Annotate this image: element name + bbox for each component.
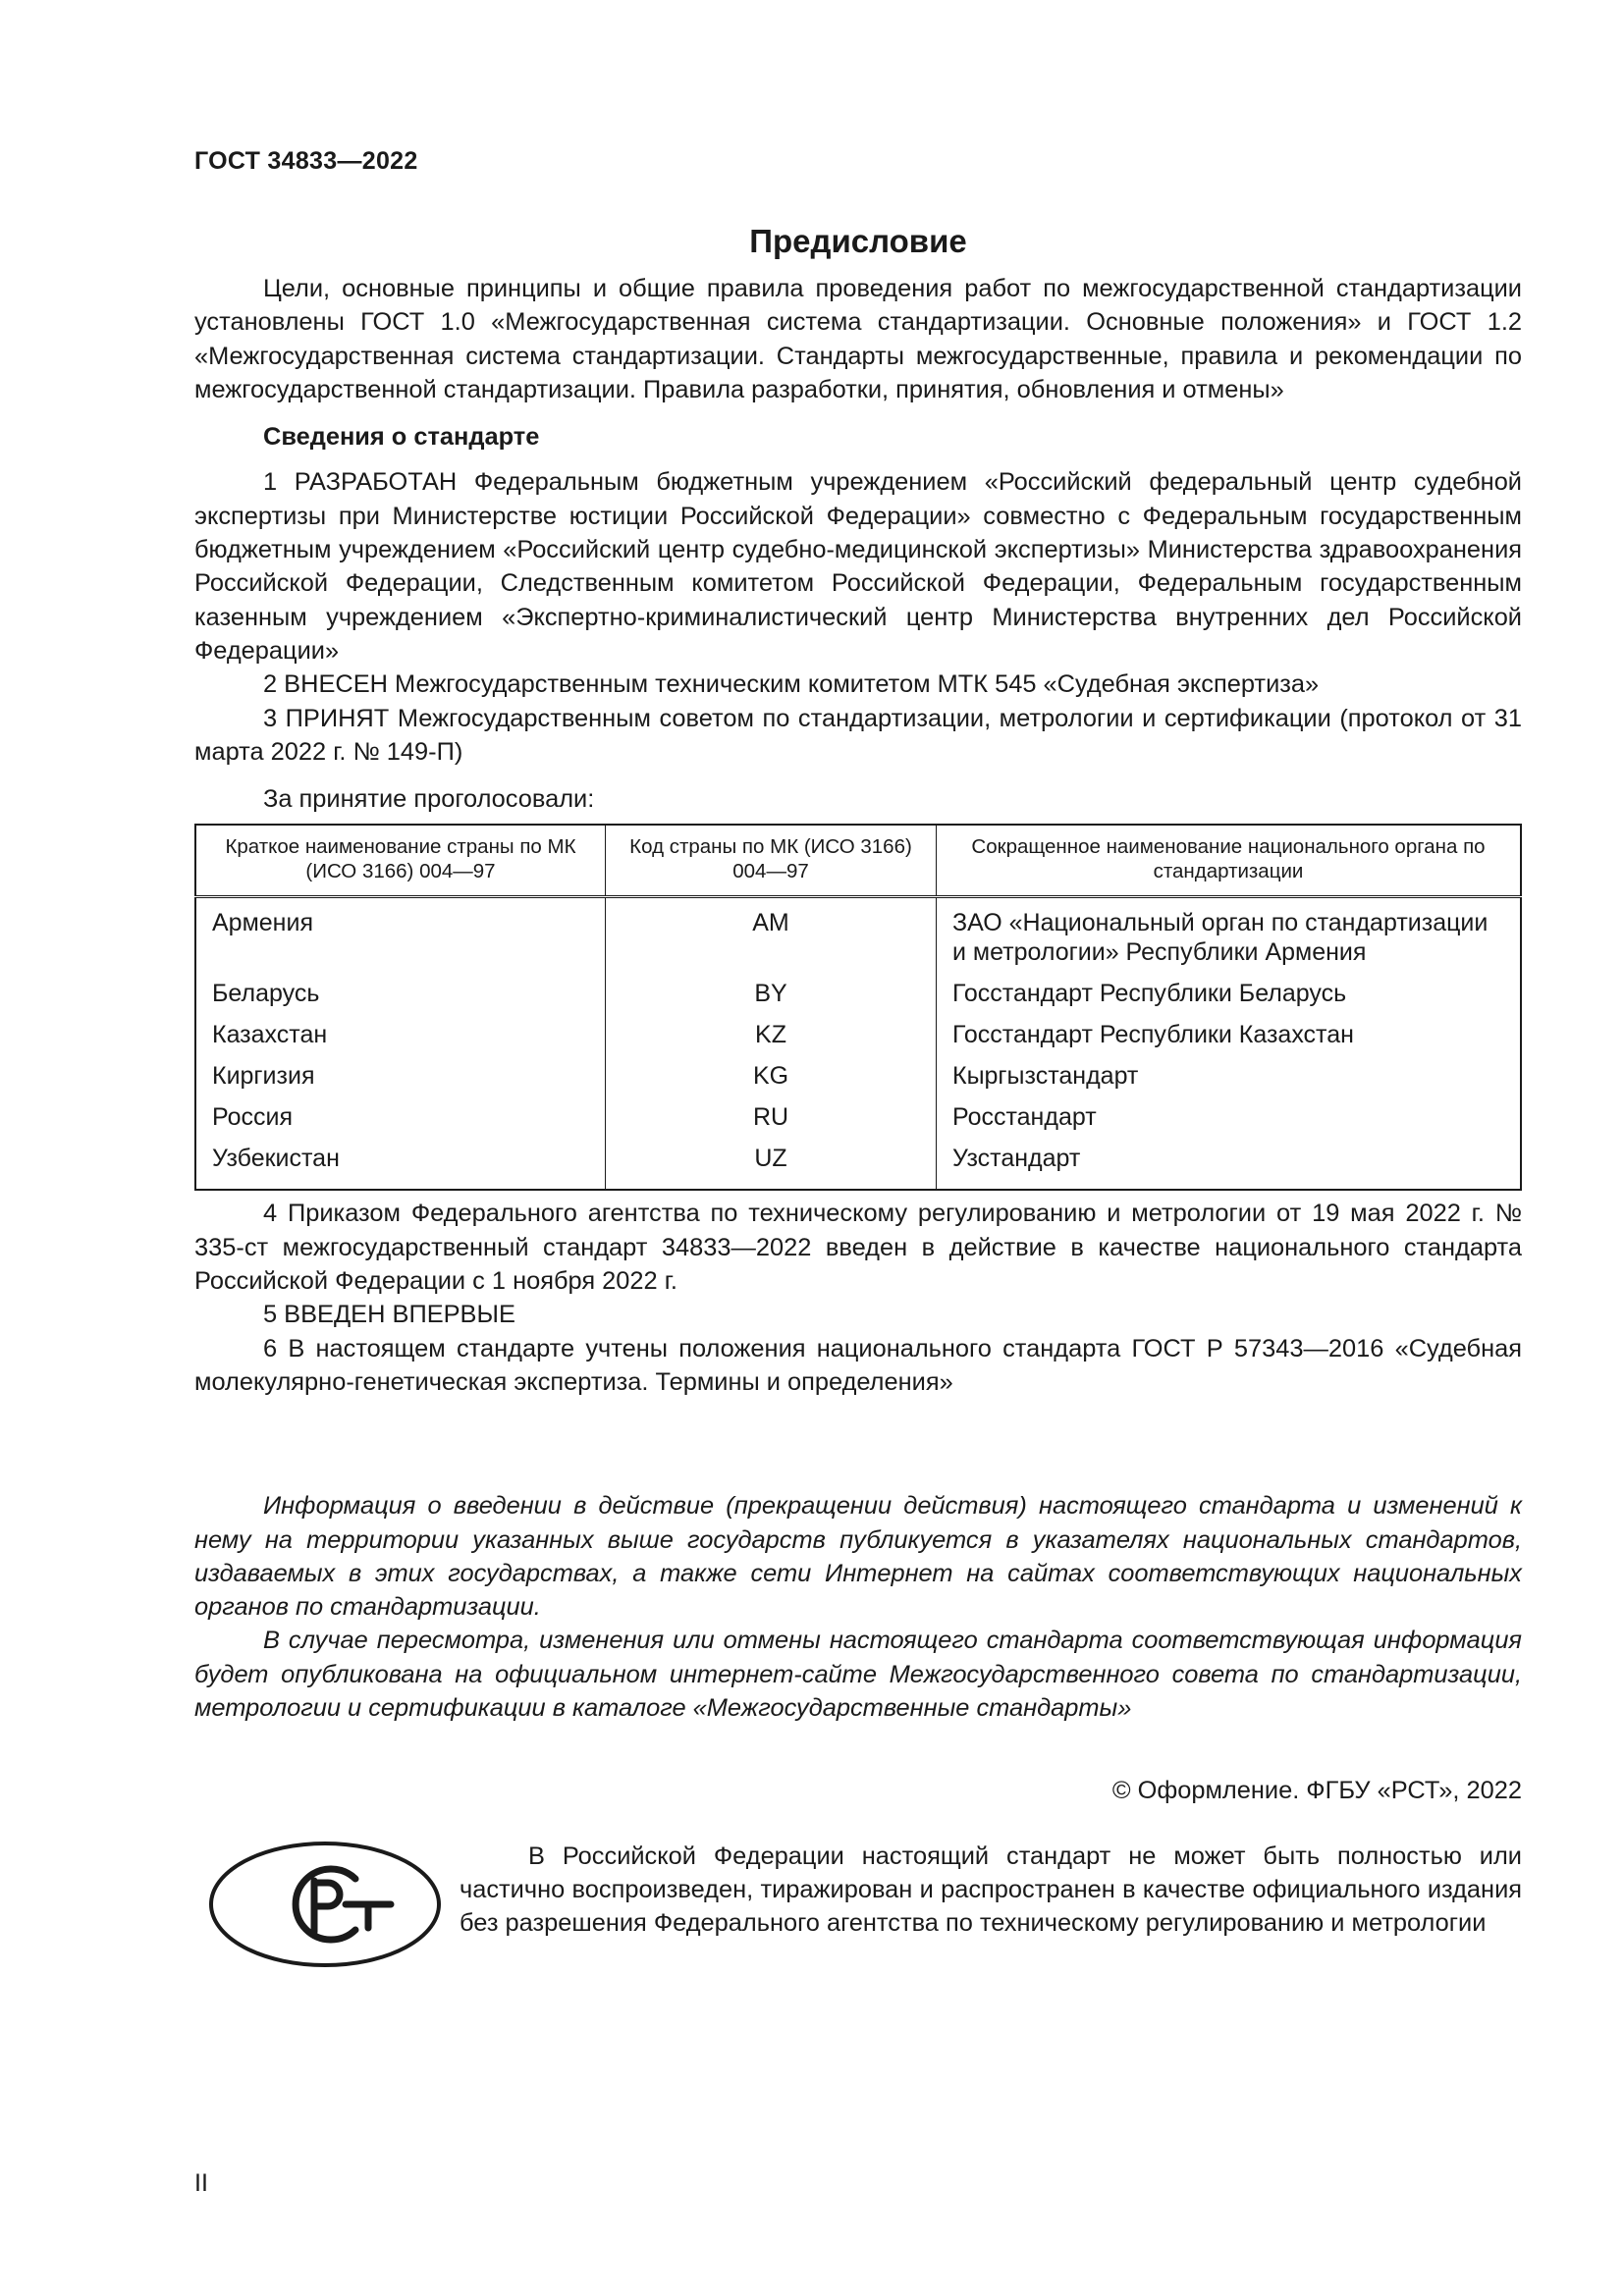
country-name: Россия: [195, 1098, 606, 1140]
header-country-code: Код страны по МК (ИСО 3166) 004—97: [606, 825, 937, 897]
note-publication-info: Информация о введении в действие (прекращении действия) настоящего стандарта и изменений к нему на территории указанных выше государств публикуется в указателях национальных стандартов, издаваемых в этих государствах, а также сети Интернет на сайтах соответствующих национальных органов по стандартизации.: [194, 1492, 1522, 1622]
table-row: [195, 1016, 1521, 1057]
item-first-introduced: 5 ВВЕДЕН ВПЕРВЫЕ: [263, 1301, 515, 1329]
header-country-name: Краткое наименование страны по МК (ИСО 3166) 004—97: [195, 825, 606, 897]
reproduction-notice: В Российской Федерации настоящий стандарт не может быть полностью или частично воспроизведен, тиражирован и распространен в качестве официального издания без разрешения Федерального агентства по техническому регулированию и метрологии: [460, 1842, 1522, 1938]
country-name: Беларусь: [195, 975, 606, 1016]
country-code: KZ: [606, 1016, 937, 1057]
note-revision-info: В случае пересмотра, изменения или отмены настоящего стандарта соответствующая информация будет опубликована на официальном интернет-сайте Межгосударственного совета по стандартизации, метрологии и сертификации в каталоге «Межгосударственные стандарты»: [194, 1627, 1522, 1723]
country-code: UZ: [606, 1140, 937, 1190]
intro-paragraph: Цели, основные принципы и общие правила проведения работ по межгосударственной стандартизации установлены ГОСТ 1.0 «Межгосударственная система стандартизации. Основные положения» и ГОСТ 1.2 «Межгосударственная система стандартизации. Стандарты межгосударственные, правила и рекомендации по межгосударственной стандартизации. Правила разработки, принятия, обновления и отмены»: [194, 275, 1522, 403]
country-code: AM: [606, 897, 937, 976]
voted-label: За принятие проголосовали:: [263, 785, 595, 814]
header-national-body: Сокращенное наименование национального органа по стандартизации: [937, 825, 1522, 897]
national-body: Узстандарт: [952, 1145, 1081, 1173]
document-code: ГОСТ 34833—2022: [194, 147, 418, 175]
table-row: [195, 897, 1521, 976]
table-row: [195, 975, 1521, 1016]
page-title: Предисловие: [749, 223, 967, 259]
country-name: Узбекистан: [195, 1140, 606, 1190]
table-row: [195, 1057, 1521, 1098]
country-code: KG: [606, 1057, 937, 1098]
item-submitted: 2 ВНЕСЕН Межгосударственным техническим комитетом МТК 545 «Судебная экспертиза»: [263, 670, 1320, 699]
table-header-row: [195, 825, 1521, 897]
item-considered-standard: 6 В настоящем стандарте учтены положения национального стандарта ГОСТ Р 57343—2016 «Судебная молекулярно-генетическая экспертиза. Термины и определения»: [194, 1334, 1522, 1396]
voting-countries-table: [194, 824, 1522, 1191]
national-body: Кыргызстандарт: [952, 1062, 1139, 1091]
national-body: Госстандарт Республики Беларусь: [952, 980, 1347, 1008]
preface-content: [194, 222, 1522, 1997]
country-name: Казахстан: [195, 1016, 606, 1057]
italic-notes: [194, 1489, 1522, 1725]
table-row: [195, 1140, 1521, 1190]
country-code: BY: [606, 975, 937, 1016]
copyright-line: © Оформление. ФГБУ «РСТ», 2022: [1111, 1777, 1522, 1805]
item-developed: 1 РАЗРАБОТАН Федеральным бюджетным учреждением «Российский федеральный центр судебной экспертизы при Министерстве юстиции Российской Федерации» совместно с Федеральным государственным бюджетным учреждением «Российский центр судебно-медицинской экспертизы» Министерства здравоохранения Российской Федерации, Следственным комитетом Российской Федерации, Федеральным государственным казенным учреждением «Экспертно-криминалистический центр Министерства внутренних дел Российской Федерации»: [194, 468, 1522, 665]
national-body: ЗАО «Национальный орган по стандартизации и метрологии» Республики Армения: [952, 909, 1489, 967]
item-adopted: 3 ПРИНЯТ Межгосударственным советом по стандартизации, метрологии и сертификации (протокол от 31 марта 2022 г. № 149-П): [194, 704, 1522, 766]
country-code: RU: [606, 1098, 937, 1140]
country-name: Армения: [195, 897, 606, 976]
national-body: Росстандарт: [952, 1103, 1097, 1132]
page-number: II: [194, 2169, 208, 2197]
reproduction-block: [194, 1840, 1522, 1997]
info-heading: Сведения о стандарте: [263, 423, 540, 452]
table-row: [195, 1098, 1521, 1140]
country-name: Киргизия: [195, 1057, 606, 1098]
national-body: Госстандарт Республики Казахстан: [952, 1021, 1354, 1049]
item-order: 4 Приказом Федерального агентства по техническому регулированию и метрологии от 19 мая 2022 г. № 335-ст межгосударственный стандарт 34833—2022 введен в действие в качестве национального стандарта Российской Федерации с 1 ноября 2022 г.: [194, 1200, 1522, 1296]
rst-logo-icon: [208, 1840, 442, 1969]
